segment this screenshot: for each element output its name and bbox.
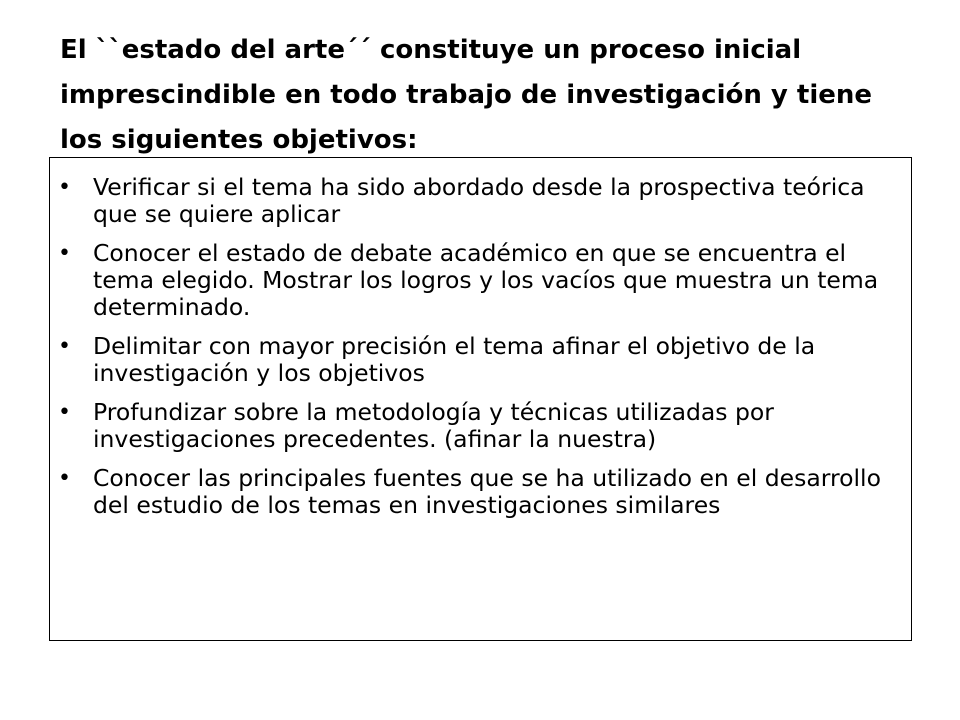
bullet-text: Conocer las principales fuentes que se ha utilizado en el desarrollo del estudio de los temas en investigaciones similares [93, 464, 881, 519]
bullet-dot-icon: • [58, 175, 71, 200]
slide-title: El ``estado del arte´´ constituye un proceso inicial imprescindible en todo trabajo de investigación y tiene los siguientes objetivos: [60, 35, 873, 155]
bullet-list [50, 158, 911, 519]
bullet-item [50, 399, 901, 453]
bullet-dot-icon: • [58, 466, 71, 491]
bullet-item [50, 333, 901, 387]
bullet-dot-icon: • [58, 241, 71, 266]
bullet-item [50, 240, 901, 321]
bullet-item [50, 465, 901, 519]
bullet-text: Profundizar sobre la metodología y técnicas utilizadas por investigaciones precedentes. (afinar la nuestra) [93, 398, 774, 453]
bullet-text: Verificar si el tema ha sido abordado desde la prospectiva teórica que se quiere aplicar [93, 173, 865, 228]
content-box [49, 157, 912, 641]
bullet-dot-icon: • [58, 400, 71, 425]
bullet-item [50, 174, 901, 228]
bullet-dot-icon: • [58, 334, 71, 359]
bullet-text: Delimitar con mayor precisión el tema afinar el objetivo de la investigación y los objetivos [93, 332, 816, 387]
bullet-text: Conocer el estado de debate académico en que se encuentra el tema elegido. Mostrar los logros y los vacíos que muestra un tema determinado. [93, 239, 879, 321]
